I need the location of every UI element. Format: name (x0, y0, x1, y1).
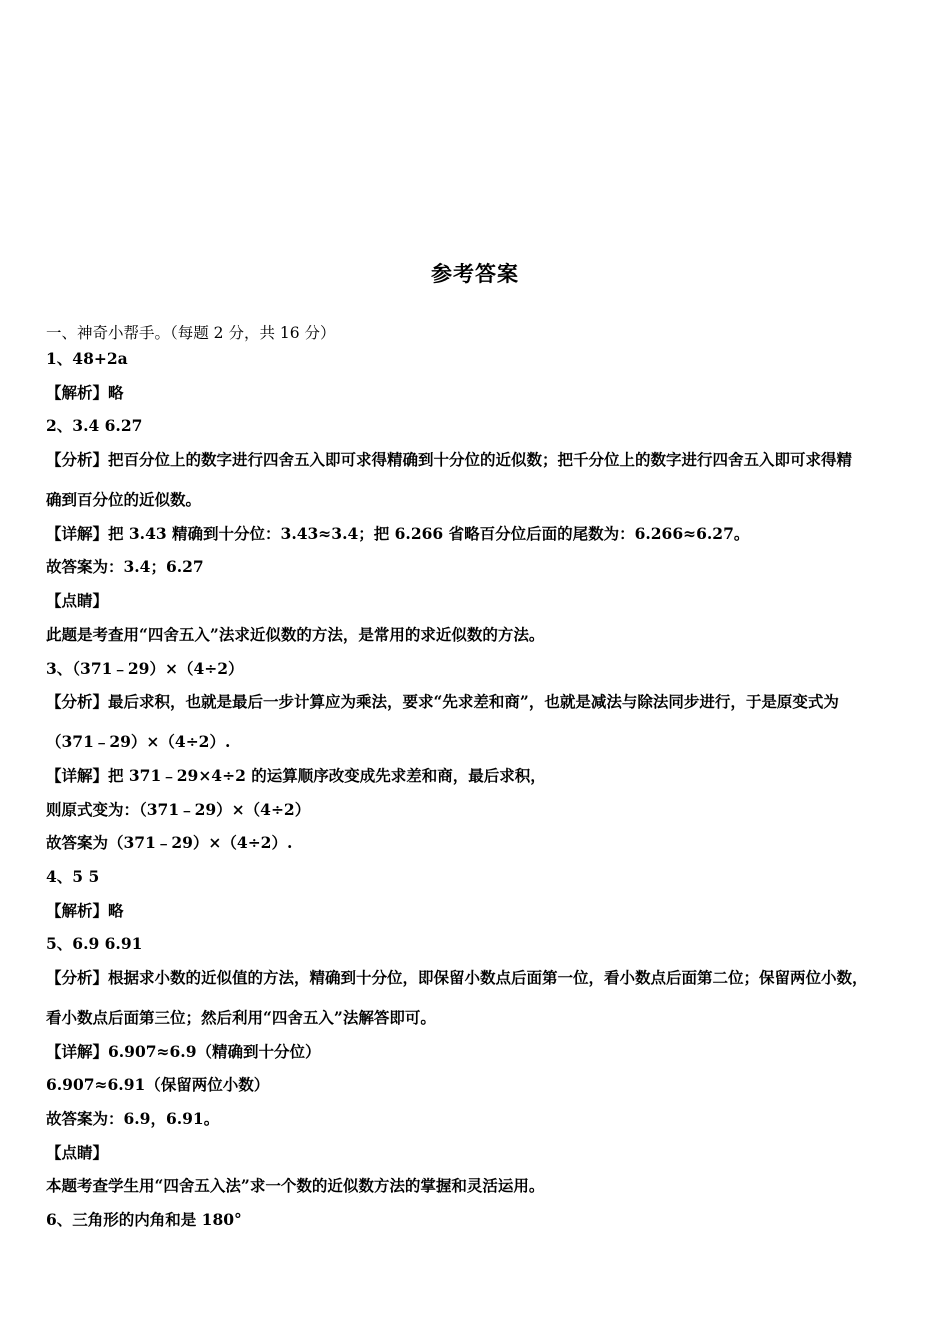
answer-line: 6、三角形的内角和是 180° (46, 1210, 242, 1230)
answer-line: 6.907≈6.91（保留两位小数） (46, 1075, 270, 1095)
answer-line: 确到百分位的近似数。 (46, 490, 202, 510)
answer-line: 【点睛】 (46, 1142, 109, 1162)
answer-line: 2、3.4 6.27 (46, 416, 143, 436)
answer-line: 1、48+2a (46, 349, 128, 368)
answer-line: 【详解】把 3.43 精确到十分位：3.43≈3.4；把 6.266 省略百分位后面的尾数为：6.266≈6.27。 (46, 523, 750, 543)
answer-line: 5、6.9 6.91 (46, 934, 143, 954)
answer-line: 此题是考查用“四舍五入”法求近似数的方法，是常用的求近似数的方法。 (46, 624, 545, 644)
answer-line: 本题考查学生用“四舍五入法”求一个数的近似数方法的掌握和灵活运用。 (46, 1176, 545, 1196)
answer-line: 3、（371﹣29）×（4÷2） (46, 658, 244, 678)
answer-content (46, 322, 918, 1243)
answer-line: 4、5 5 (46, 866, 100, 886)
answer-line: 【详解】6.907≈6.9（精确到十分位） (46, 1041, 321, 1061)
answer-line: （371﹣29）×（4÷2）. (46, 732, 231, 752)
answer-line: 【分析】把百分位上的数字进行四舍五入即可求得精确到十分位的近似数；把千分位上的数字进行四舍五入即可求得精 (46, 450, 853, 470)
answer-line: 【详解】把 371﹣29×4÷2 的运算顺序改变成先求差和商，最后求积， (46, 765, 546, 785)
answer-line: 故答案为：6.9，6.91。 (46, 1109, 220, 1129)
answer-line: 看小数点后面第三位；然后利用“四舍五入”法解答即可。 (46, 1008, 436, 1027)
answer-line: 故答案为（371﹣29）×（4÷2）. (46, 833, 293, 853)
answer-line: 【解析】略 (46, 382, 124, 402)
answer-line: 【分析】最后求积，也就是最后一步计算应为乘法，要求“先求差和商”，也就是减法与除法同步进行，于是原变式为 (46, 692, 839, 712)
answer-line: 则原式变为：（371﹣29）×（4÷2） (46, 799, 311, 819)
section-heading: 一、神奇小帮手。（每题 2 分，共 16 分） (46, 324, 336, 342)
answer-line: 【分析】根据求小数的近似值的方法，精确到十分位，即保留小数点后面第一位，看小数点后面第二位；保留两位小数， (46, 968, 868, 987)
answer-line: 【解析】略 (46, 900, 124, 920)
page-title: 参考答案 (431, 262, 519, 286)
answer-line: 故答案为：3.4；6.27 (46, 557, 204, 577)
answer-line: 【点睛】 (46, 591, 109, 611)
